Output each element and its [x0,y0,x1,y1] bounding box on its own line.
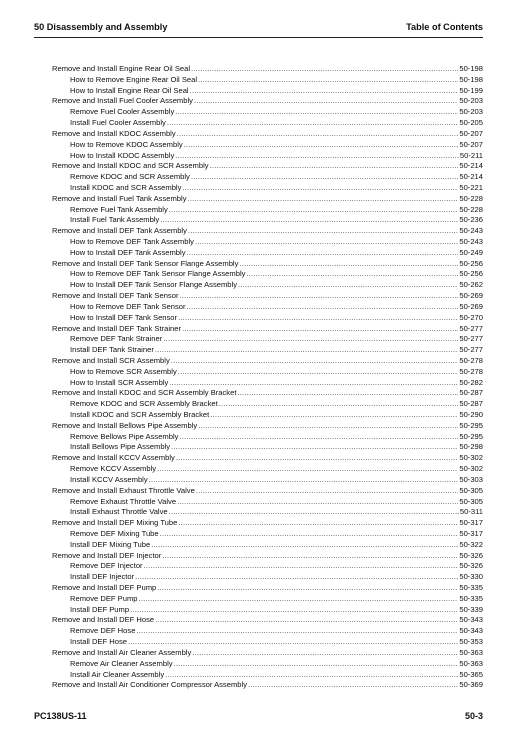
toc-subentry[interactable] [52,497,483,508]
dot-leader [179,432,458,443]
toc-entry-page: 50-339 [459,604,483,614]
toc-entry-title: Remove KDOC and SCR Assembly [70,172,190,182]
toc-entry-page: 50-305 [459,485,483,495]
dot-leader [182,183,458,194]
dot-leader [157,583,458,594]
toc-entry-page: 50-203 [459,96,483,106]
toc-entry-page: 50-330 [459,572,483,582]
section-title: 50 Disassembly and Assembly [34,22,168,32]
toc-entry-title: Install DEF Injector [70,572,135,582]
toc-subentry[interactable] [52,464,483,475]
toc-entry-page: 50-302 [459,464,483,474]
toc-entry-page: 50-256 [459,258,483,268]
toc-subentry[interactable] [52,442,483,453]
dot-leader [210,410,458,421]
toc-entry-page: 50-269 [459,301,483,311]
toc-entry-title: How to Remove Engine Rear Oil Seal [70,74,198,84]
toc-entry-page: 50-256 [459,269,483,279]
toc-entry-title: Remove DEF Pump [70,593,138,603]
toc-subentry[interactable] [52,399,483,410]
toc-entry-title: Remove KCCV Assembly [70,464,157,474]
dot-leader [151,540,458,551]
toc-entry-title: Remove and Install KDOC Assembly [52,128,176,138]
toc-subentry[interactable] [52,269,483,280]
toc-subentry[interactable] [52,75,483,86]
toc-entry-page: 50-278 [459,366,483,376]
toc-entry-page: 50-198 [459,64,483,73]
toc-entry-title: How to Install DEF Tank Assembly [70,247,186,257]
header-right-title: Table of Contents [406,22,483,32]
toc-subentry[interactable] [52,594,483,605]
toc-entry-title: Remove and Install DEF Tank Sensor [52,291,179,301]
toc-entry[interactable] [52,615,483,626]
toc-subentry[interactable] [52,313,483,324]
dot-leader [182,324,458,335]
dot-leader [219,399,459,410]
toc-entry-title: How to Remove SCR Assembly [70,366,177,376]
toc-entry-page: 50-317 [459,518,483,528]
dot-leader [135,572,458,583]
toc-entry-page: 50-269 [459,291,483,301]
toc-entry-title: Install Exhaust Throttle Valve [70,507,168,517]
dot-leader [175,151,459,162]
toc-entry-page: 50-262 [459,280,483,290]
toc-entry-title: Install KDOC and SCR Assembly Bracket [70,410,210,419]
toc-entry-page: 50-302 [459,453,483,463]
toc-subentry[interactable] [52,302,483,313]
toc-subentry[interactable] [52,334,483,345]
dot-leader [149,475,459,486]
dot-leader [171,442,458,453]
toc-entry-title: Install Fuel Cooler Assembly [70,118,166,128]
dot-leader [139,594,459,605]
toc-entry-page: 50-243 [459,237,483,246]
toc-subentry[interactable] [52,378,483,389]
toc-subentry[interactable] [52,561,483,572]
toc-entry[interactable] [52,259,483,270]
dot-leader [237,388,458,399]
toc-entry-page: 50-335 [459,593,483,603]
dot-leader [178,313,458,324]
toc-subentry[interactable] [52,118,483,129]
toc-entry-page: 50-311 [459,507,483,517]
toc-entry-title: Remove and Install Exhaust Throttle Valve [52,485,195,495]
dot-leader [144,561,459,572]
toc-entry-page: 50-365 [459,669,483,679]
toc-subentry[interactable] [52,605,483,616]
toc-entry-page: 50-322 [459,539,483,549]
toc-subentry[interactable] [52,626,483,637]
toc-entry-title: Remove and Install DEF Tank Sensor Flange Assembly [52,258,239,268]
dot-leader [175,107,458,118]
toc-entry-title: Remove and Install Air Cleaner Assembly [52,647,192,657]
toc-entry[interactable] [52,486,483,497]
dot-leader [169,378,458,389]
toc-entry-page: 50-343 [459,626,483,636]
dot-leader [163,334,458,345]
dot-leader [160,215,458,226]
toc-subentry[interactable] [52,540,483,551]
dot-leader [187,248,459,259]
toc-entry-title: How to Remove DEF Tank Sensor [70,301,186,311]
toc-entry-title: Install DEF Pump [70,604,130,614]
dot-leader [198,421,458,432]
toc-entry[interactable] [52,291,483,302]
toc-subentry[interactable] [52,432,483,443]
toc-subentry[interactable] [52,183,483,194]
toc-subentry[interactable] [52,172,483,183]
toc-entry-page: 50-203 [459,107,483,117]
toc-entry[interactable] [52,551,483,562]
toc-entry-title: How to Install SCR Assembly [70,377,169,387]
table-of-contents [52,64,483,691]
model-number: PC138US-11 [34,711,87,721]
toc-entry-page: 50-305 [459,496,483,506]
toc-subentry[interactable] [52,86,483,97]
dot-leader [128,637,458,648]
toc-entry[interactable] [52,194,483,205]
toc-entry-page: 50-290 [459,410,483,419]
toc-entry-title: Remove and Install DEF Mixing Tube [52,518,178,528]
dot-leader [238,280,458,291]
toc-entry-title: Install Fuel Tank Assembly [70,215,160,225]
toc-entry[interactable] [52,161,483,172]
dot-leader [160,529,459,540]
toc-entry-title: Install KCCV Assembly [70,474,148,484]
toc-entry-title: Install DEF Tank Strainer [70,345,154,355]
toc-subentry[interactable] [52,237,483,248]
toc-entry-page: 50-303 [459,474,483,484]
toc-entry-title: Remove and Install KDOC and SCR Assembly [52,161,209,171]
toc-entry-title: Remove and Install DEF Pump [52,583,157,592]
dot-leader [167,118,459,129]
toc-entry-page: 50-221 [459,182,483,192]
dot-leader [130,605,458,616]
toc-entry-title: Remove DEF Tank Strainer [70,334,163,344]
toc-entry-page: 50-326 [459,550,483,560]
toc-entry[interactable] [52,96,483,107]
toc-entry-title: Remove and Install SCR Assembly [52,355,170,365]
dot-leader [196,486,459,497]
toc-entry-title: Remove and Install Fuel Cooler Assembly [52,96,193,106]
dot-leader [239,259,458,270]
page-header [34,22,483,38]
dot-leader [136,626,458,637]
toc-entry-title: Remove and Install DEF Tank Assembly [52,226,187,236]
dot-leader [187,302,459,313]
dot-leader [246,269,458,280]
toc-entry-title: Install DEF Hose [70,637,127,647]
toc-entry-title: Remove Fuel Tank Assembly [70,204,168,214]
toc-entry-page: 50-295 [459,420,483,430]
dot-leader [177,497,458,508]
dot-leader [176,453,459,464]
toc-entry-title: Remove and Install KCCV Assembly [52,453,175,463]
page-footer [34,711,483,721]
toc-entry-page: 50-282 [459,377,483,387]
dot-leader [191,64,458,75]
toc-entry-page: 50-287 [459,388,483,398]
dot-leader [174,659,459,670]
dot-leader [162,551,458,562]
toc-entry-title: Remove and Install Engine Rear Oil Seal [52,64,191,73]
toc-entry-page: 50-278 [459,355,483,365]
toc-entry[interactable] [52,324,483,335]
toc-entry-title: How to Install KDOC Assembly [70,150,175,160]
dot-leader [248,680,458,691]
toc-entry-page: 50-198 [459,74,483,84]
toc-entry[interactable] [52,453,483,464]
toc-entry-page: 50-228 [459,204,483,214]
toc-entry-page: 50-207 [459,139,483,149]
toc-entry-page: 50-236 [459,215,483,225]
page-number: 50-3 [464,711,483,721]
toc-entry[interactable] [52,518,483,529]
toc-entry-page: 50-363 [459,647,483,657]
toc-entry-page: 50-295 [459,431,483,441]
toc-entry-title: Install Bellows Pipe Assembly [70,442,171,452]
toc-entry-title: Remove Air Cleaner Assembly [70,658,173,668]
toc-subentry[interactable] [52,367,483,378]
toc-subentry[interactable] [52,151,483,162]
toc-entry-page: 50-205 [459,118,483,128]
toc-entry-title: Remove Exhaust Throttle Valve [70,496,177,506]
toc-entry-title: How to Remove DEF Tank Sensor Flange Assembly [70,269,246,279]
toc-subentry[interactable] [52,410,483,421]
toc-entry-title: Remove and Install KDOC and SCR Assembly Bracket [52,388,237,398]
toc-entry-title: Remove and Install Air Conditioner Compressor Assembly [52,680,247,690]
toc-entry-title: Remove DEF Mixing Tube [70,528,159,538]
toc-subentry[interactable] [52,205,483,216]
toc-entry-page: 50-249 [459,247,483,257]
toc-subentry[interactable] [52,529,483,540]
dot-leader [210,161,459,172]
dot-leader [192,648,458,659]
dot-leader [195,237,458,248]
dot-leader [155,615,458,626]
toc-subentry[interactable] [52,107,483,118]
toc-entry-title: How to Install Engine Rear Oil Seal [70,85,189,95]
toc-entry-page: 50-199 [459,85,483,95]
toc-entry-page: 50-287 [459,399,483,409]
toc-entry-page: 50-211 [459,150,483,160]
toc-entry-title: Install KDOC and SCR Assembly [70,182,182,192]
toc-entry-page: 50-326 [459,561,483,571]
dot-leader [171,356,459,367]
dot-leader [169,205,459,216]
toc-entry-title: Remove and Install DEF Hose [52,615,155,625]
dot-leader [191,172,458,183]
toc-entry-page: 50-277 [459,345,483,355]
toc-entry-page: 50-207 [459,128,483,138]
toc-subentry[interactable] [52,637,483,648]
toc-subentry[interactable] [52,280,483,291]
toc-subentry[interactable] [52,215,483,226]
toc-entry-page: 50-317 [459,528,483,538]
dot-leader [194,96,458,107]
toc-entry-page: 50-228 [459,193,483,203]
toc-entry-title: Remove DEF Injector [70,561,143,571]
toc-entry-page: 50-214 [459,161,483,171]
toc-entry[interactable] [52,583,483,594]
toc-entry[interactable] [52,129,483,140]
toc-entry-title: Install DEF Mixing Tube [70,539,151,549]
toc-entry-page: 50-277 [459,334,483,344]
dot-leader [155,345,458,356]
toc-entry-page: 50-335 [459,583,483,592]
toc-entry[interactable] [52,680,483,691]
toc-entry-page: 50-343 [459,615,483,625]
toc-entry-page: 50-214 [459,172,483,182]
toc-subentry[interactable] [52,572,483,583]
toc-entry[interactable] [52,421,483,432]
toc-entry-page: 50-363 [459,658,483,668]
dot-leader [188,194,459,205]
toc-entry-title: How to Remove KDOC Assembly [70,139,183,149]
toc-entry[interactable] [52,388,483,399]
dot-leader [179,291,458,302]
toc-entry-page: 50-277 [459,323,483,333]
dot-leader [157,464,458,475]
toc-entry-title: How to Install DEF Tank Sensor Flange Assembly [70,280,237,290]
toc-entry-title: Remove and Install Fuel Tank Assembly [52,193,187,203]
toc-entry-title: How to Install DEF Tank Sensor [70,312,178,322]
toc-entry[interactable] [52,356,483,367]
toc-entry-page: 50-243 [459,226,483,236]
dot-leader [178,518,458,529]
toc-entry-title: Install Air Cleaner Assembly [70,669,165,679]
dot-leader [178,367,459,378]
toc-entry-title: Remove KDOC and SCR Assembly Bracket [70,399,218,409]
toc-entry-title: How to Remove DEF Tank Assembly [70,237,194,246]
toc-entry[interactable] [52,648,483,659]
dot-leader [169,507,459,518]
dot-leader [188,226,458,237]
toc-entry-title: Remove DEF Hose [70,626,136,636]
toc-subentry[interactable] [52,248,483,259]
dot-leader [177,129,459,140]
toc-entry-title: Remove Fuel Cooler Assembly [70,107,175,117]
toc-entry-page: 50-369 [459,680,483,690]
toc-subentry[interactable] [52,507,483,518]
toc-entry[interactable] [52,64,483,75]
toc-subentry[interactable] [52,670,483,681]
toc-entry-title: Remove and Install DEF Injector [52,550,162,560]
toc-subentry[interactable] [52,140,483,151]
toc-entry-page: 50-270 [459,312,483,322]
toc-entry-title: Remove Bellows Pipe Assembly [70,431,179,441]
toc-entry-page: 50-353 [459,637,483,647]
dot-leader [198,75,458,86]
toc-entry[interactable] [52,226,483,237]
toc-entry-title: Remove and Install DEF Tank Strainer [52,323,182,333]
toc-entry-page: 50-298 [459,442,483,452]
toc-subentry[interactable] [52,475,483,486]
dot-leader [184,140,459,151]
dot-leader [165,670,458,681]
toc-subentry[interactable] [52,659,483,670]
toc-subentry[interactable] [52,345,483,356]
toc-entry-title: Remove and Install Bellows Pipe Assembly [52,420,198,430]
dot-leader [190,86,459,97]
